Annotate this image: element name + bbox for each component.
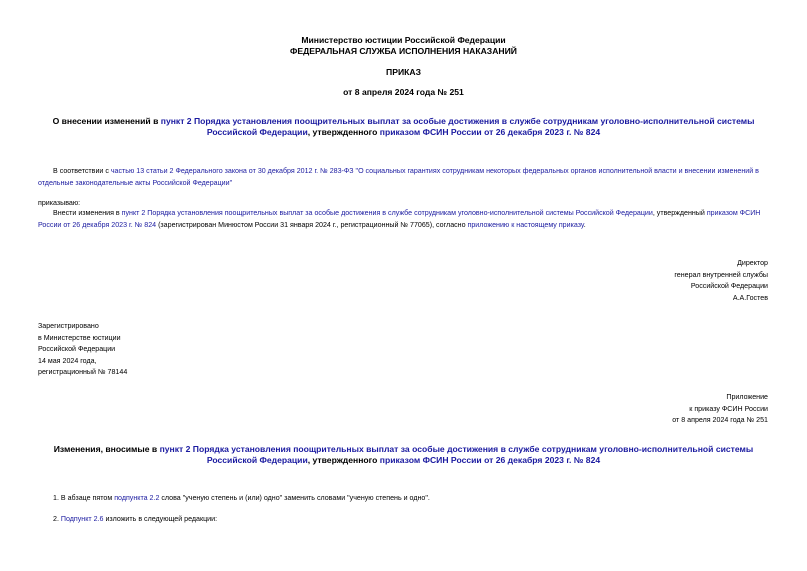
appendix-line-3: от 8 апреля 2024 года № 251 xyxy=(672,416,768,424)
doc-type: ПРИКАЗ xyxy=(386,67,421,77)
preamble-link-law[interactable]: частью 13 статьи 2 Федерального закона от 30 декабря 2012 г. № 283-ФЗ "О социальных гарантиях сотрудникам некоторых федеральных органов исполнительной власти и внесении изменений в отдельные законодательные акты Российской Федерации" xyxy=(38,167,759,187)
body-text-2: , утвержденный xyxy=(652,209,707,217)
order-title xyxy=(30,116,777,138)
signature-line-2: генерал внутренней службы xyxy=(674,270,768,279)
changes-title-text-1: Изменения, вносимые в xyxy=(53,444,160,454)
item2-text-2: изложить в следующей редакции: xyxy=(103,515,218,523)
registration-line-1: Зарегистрировано xyxy=(38,322,99,330)
registration-line-3: Российской Федерации xyxy=(38,345,116,353)
body-text-3: (зарегистрирован Минюстом России 31 января 2024 г., регистрационный № 77065), согласно xyxy=(156,220,468,229)
service-name: ФЕДЕРАЛЬНАЯ СЛУЖБА ИСПОЛНЕНИЯ НАКАЗАНИЙ xyxy=(290,46,517,56)
body-link-appendix[interactable]: приложению к настоящему приказу xyxy=(467,220,584,229)
registration-block xyxy=(38,321,338,379)
body-paragraph xyxy=(38,208,769,231)
registration-line-5: регистрационный № 78144 xyxy=(38,368,128,376)
signature-block xyxy=(468,258,768,304)
signature-line-4: А.А.Гостев xyxy=(732,293,768,302)
title-text-2: , утвержденного xyxy=(307,127,380,137)
change-item-2 xyxy=(53,514,769,526)
changes-title-link-clause[interactable]: пункт 2 Порядка установления поощрительных выплат за особые достижения в службе сотрудникам уголовно-исполнительной системы Российской Федерации xyxy=(159,444,754,465)
body-link-order[interactable]: приказом ФСИН России от 26 декабря 2023 г. № 824 xyxy=(38,209,761,229)
registration-line-2: в Министерстве юстиции xyxy=(38,333,121,342)
appendix-reference xyxy=(468,392,768,427)
item1-link-subclause[interactable]: подпункта 2.2 xyxy=(114,494,160,502)
signature-line-3: Российской Федерации xyxy=(690,282,768,290)
title-link-order[interactable]: приказом ФСИН России от 26 декабря 2023 г. № 824 xyxy=(379,127,601,137)
body-link-clause[interactable]: пункт 2 Порядка установления поощрительных выплат за особые достижения в службе сотрудникам уголовно-исполнительной системы Российской Федерации xyxy=(121,209,653,217)
registration-line-4: 14 мая 2024 года, xyxy=(38,356,97,365)
body-text-4: . xyxy=(583,220,586,229)
changes-title xyxy=(30,444,777,466)
appendix-line-2: к приказу ФСИН России xyxy=(689,404,768,413)
order-word: приказываю: xyxy=(38,199,81,207)
preamble-text: В соответствии с xyxy=(53,167,111,175)
change-item-1 xyxy=(53,493,769,505)
item2-link-subclause[interactable]: Подпункт 2.6 xyxy=(60,515,104,523)
signature-line-1: Директор xyxy=(737,259,768,267)
preamble xyxy=(38,166,769,189)
changes-title-text-2: , утвержденного xyxy=(307,455,380,465)
changes-title-link-order[interactable]: приказом ФСИН России от 26 декабря 2023 г. № 824 xyxy=(379,455,601,465)
ministry-name: Министерство юстиции Российской Федерации xyxy=(301,35,506,45)
doc-date-number: от 8 апреля 2024 года № 251 xyxy=(343,87,464,97)
item1-text-1: 1. В абзаце пятом xyxy=(53,494,115,502)
appendix-line-1: Приложение xyxy=(726,393,768,401)
title-link-clause[interactable]: пункт 2 Порядка установления поощрительных выплат за особые достижения в службе сотрудникам уголовно-исполнительной системы Российской Федерации xyxy=(160,116,755,137)
body-text-1: Внести изменения в xyxy=(53,209,122,217)
item1-text-2: слова "ученую степень и (или) одно" заменить словами "ученую степень и одно". xyxy=(159,494,430,502)
item2-text-1: 2. xyxy=(53,515,61,523)
title-text-1: О внесении изменений в xyxy=(52,116,161,126)
